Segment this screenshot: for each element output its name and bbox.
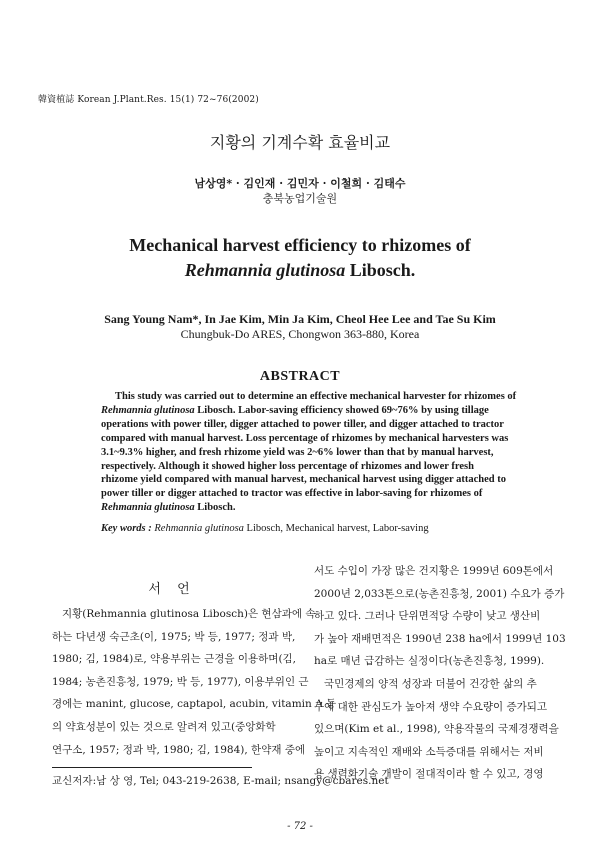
body-line: 의 약효성분이 있는 것으로 알려져 있고(중앙화학	[52, 720, 276, 733]
english-affiliation: Chungbuk-Do ARES, Chongwon 363-880, Korea	[180, 327, 420, 341]
body-line: 2000년 2,033톤으로(농촌진흥청, 2001) 수요가 증가	[314, 587, 565, 600]
body-line: ha로 매년 급감하는 실정이다(농촌진흥청, 1999).	[314, 655, 545, 668]
body-line: 용 생력화기술 개발이 절대적이라 할 수 있고, 경영	[314, 768, 544, 781]
english-authors: Sang Young Nam*, In Jae Kim, Min Ja Kim, Cheol Hee Lee and Tae Su Kim	[104, 312, 496, 326]
abstract-line: This study was carried out to determine an effective mechanical harvester for rhizomes of	[115, 391, 517, 402]
left-column	[52, 603, 337, 761]
body-line: 경에는 manint, glucose, captapol, acubin, vitamin A 등	[52, 698, 337, 711]
right-column	[314, 560, 566, 786]
abstract-line: rhizome yield compared with manual harvest, mechanical harvest using digger attached to	[101, 474, 507, 486]
page-number: - 72 -	[287, 821, 313, 832]
abstract-line: power tiller or digger attached to tractor was effective in labor-saving for rhizomes of	[101, 488, 483, 500]
body-line: 높이고 지속적인 재배와 소득증대를 위해서는 저비	[314, 745, 544, 758]
abstract-line	[101, 501, 499, 515]
abstract-line: respectively. Although it showed higher loss percentage of rhizomes and lower fresh	[101, 460, 474, 472]
abstract-text: Libosch. Labor-saving efficiency showed 69~76% by using tillage	[194, 404, 489, 416]
english-title-line1: Mechanical harvest efficiency to rhizomes of	[129, 235, 471, 255]
keywords-list: Libosch, Mechanical harvest, Labor-saving	[243, 523, 429, 534]
keywords	[101, 523, 429, 534]
abstract-line	[101, 404, 499, 418]
body-line: 국민경제의 양적 성장과 더불어 건강한 삶의 추	[324, 677, 537, 690]
body-line: 가 높아 재배면적은 1990년 238 ha에서 1999년 103	[314, 632, 566, 645]
body-line: 1984; 농촌진흥청, 1979; 박 등, 1977), 이용부위인 근	[52, 675, 309, 688]
abstract-line: operations with power tiller, digger attached to power tiller, and digger attached to tractor	[101, 418, 504, 430]
abstract-line: compared with manual harvest. Loss percentage of rhizomes by mechanical harvesters was	[101, 432, 509, 444]
journal-citation: 韓資植誌 Korean J.Plant.Res. 15(1) 72~76(2002)	[38, 95, 259, 105]
body-line: 하는 다년생 숙근초(이, 1975; 박 등, 1977; 정과 박,	[52, 630, 296, 643]
korean-title: 지황의 기계수확 효율비교	[209, 133, 391, 152]
abstract-body	[101, 390, 517, 515]
keywords-label: Key words :	[101, 523, 152, 534]
introduction-heading: 서 언	[148, 582, 196, 597]
title-suffix: Libosch.	[345, 260, 416, 280]
body-line: 서도 수입이 가장 많은 건지황은 1999년 609톤에서	[314, 565, 554, 577]
body-line: 하고 있다. 그러나 단위면적당 수량이 낮고 생산비	[314, 610, 541, 623]
abstract-line: 3.1~9.3% higher, and fresh rhizome yield was 2~6% lower than that by manual harvest,	[101, 446, 494, 458]
abstract-heading: ABSTRACT	[259, 369, 341, 384]
keywords-species: Rehmannia glutinosa	[151, 523, 244, 534]
korean-affiliation: 충북농업기술원	[262, 192, 338, 205]
body-line: 구에 대한 관심도가 높아져 생약 수요량이 증가되고	[314, 700, 548, 713]
body-line: 지황(Rehmannia glutinosa Libosch)은 현삼과에 속	[62, 608, 316, 620]
abstract-text: Libosch.	[194, 502, 236, 514]
species-name: Rehmannia glutinosa	[101, 502, 195, 514]
english-title-line2	[0, 260, 600, 281]
body-line: 연구소, 1957; 정과 박, 1980; 김, 1984), 한약재 중에	[52, 743, 306, 756]
body-line: 있으며(Kim et al., 1998), 약용작물의 국제경쟁력을	[314, 723, 559, 736]
footnote-divider	[52, 767, 252, 768]
body-line: 1980; 김, 1984)로, 약용부위는 근경을 이용하며(김,	[52, 653, 297, 666]
species-name: Rehmannia glutinosa	[184, 260, 346, 280]
korean-authors: 남상영* · 김인재 · 김민자 · 이철희 · 김태수	[194, 177, 406, 190]
corresponding-author-footnote: 교신저자:남 상 영, Tel; 043-219-2638, E-mail; nsangy@cbares.net	[52, 775, 389, 787]
species-name: Rehmannia glutinosa	[101, 404, 195, 416]
